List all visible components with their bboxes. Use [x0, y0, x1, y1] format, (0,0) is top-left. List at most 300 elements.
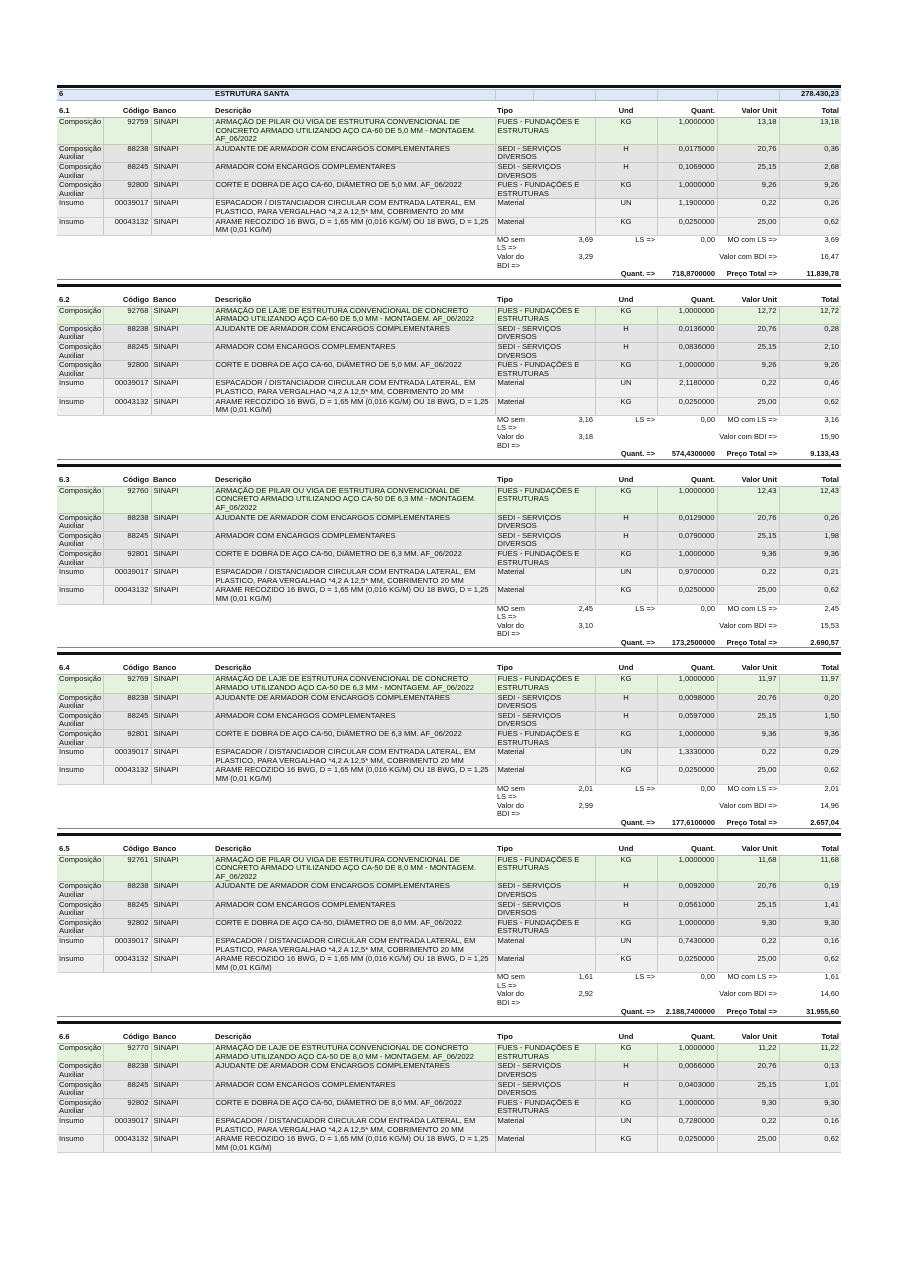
row-codigo: 00039017	[103, 1117, 151, 1135]
col-quant: Quant.	[657, 107, 717, 118]
table-row	[57, 675, 841, 693]
row-und: KG	[595, 118, 657, 145]
composition-separator	[57, 464, 841, 467]
row-quant: 1,0000000	[657, 181, 717, 199]
col-valor-unit: Valor Unit	[717, 1033, 779, 1044]
row-descricao: ARMADOR COM ENCARGOS COMPLEMENTARES	[213, 162, 495, 180]
row-descricao: ARMAÇÃO DE LAJE DE ESTRUTURA CONVENCIONAL DE CONCRETO ARMADO UTILIZANDO AÇO CA-50 DE 6,3 MM - MONTAGEM. AF_06/2022	[213, 675, 495, 693]
row-descricao: CORTE E DOBRA DE AÇO CA-50, DIÂMETRO DE 6,3 MM. AF_06/2022	[213, 549, 495, 567]
budget-sheet	[57, 85, 841, 1153]
row-quant: 0,0250000	[657, 1135, 717, 1153]
composition-table	[57, 845, 841, 1018]
row-descricao: AJUDANTE DE ARMADOR COM ENCARGOS COMPLEMENTARES	[213, 693, 495, 711]
ls-label: LS =>	[595, 604, 657, 622]
bdi-label: Valor do BDI =>	[495, 990, 533, 1007]
row-descricao: ARMADOR COM ENCARGOS COMPLEMENTARES	[213, 343, 495, 361]
row-codigo: 88245	[103, 1080, 151, 1098]
quant-total-value: 718,8700000	[657, 270, 717, 279]
mo-com-label: MO com LS =>	[717, 604, 779, 622]
row-banco: SINAPI	[151, 1044, 213, 1062]
row-tipo: FUES - FUNDAÇÕES E ESTRUTURAS	[495, 361, 595, 379]
row-tipo: FUES - FUNDAÇÕES E ESTRUTURAS	[495, 855, 595, 882]
row-und: KG	[595, 181, 657, 199]
row-total: 9,30	[779, 1098, 841, 1116]
mo-sem-label: MO sem LS =>	[495, 604, 533, 622]
row-quant: 0,0561000	[657, 900, 717, 918]
mo-sem-value: 2,01	[533, 784, 595, 802]
mo-com-label: MO com LS =>	[717, 973, 779, 991]
table-row	[57, 513, 841, 531]
column-header-row	[57, 296, 841, 307]
row-total: 9,36	[779, 730, 841, 748]
row-valor-unit: 25,00	[717, 586, 779, 604]
mo-sem-value: 2,45	[533, 604, 595, 622]
row-quant: 0,0403000	[657, 1080, 717, 1098]
row-und: UN	[595, 936, 657, 954]
preco-total-label: Preço Total =>	[717, 819, 779, 828]
bdi-row	[57, 433, 841, 450]
valor-com-bdi-label: Valor com BDI =>	[717, 802, 779, 819]
row-tipo: SEDI - SERVIÇOS DIVERSOS	[495, 513, 595, 531]
quant-label: Quant. =>	[595, 450, 657, 459]
row-tipo: Material	[495, 1117, 595, 1135]
row-valor-unit: 20,76	[717, 693, 779, 711]
composition-separator	[57, 833, 841, 836]
col-banco: Banco	[151, 296, 213, 307]
mo-com-value: 2,01	[779, 784, 841, 802]
row-banco: SINAPI	[151, 181, 213, 199]
mo-com-label: MO com LS =>	[717, 784, 779, 802]
col-tipo: Tipo	[495, 296, 595, 307]
bdi-value: 2,92	[533, 990, 595, 1007]
row-descricao: AJUDANTE DE ARMADOR COM ENCARGOS COMPLEMENTARES	[213, 513, 495, 531]
row-quant: 0,1069000	[657, 162, 717, 180]
row-valor-unit: 12,72	[717, 306, 779, 324]
row-descricao: ARAME RECOZIDO 16 BWG, D = 1,65 MM (0,016 KG/M) OU 18 BWG, D = 1,25 MM (0,01 KG/M)	[213, 397, 495, 415]
col-descricao: Descrição	[213, 845, 495, 856]
row-descricao: CORTE E DOBRA DE AÇO CA-50, DIÂMETRO DE 8,0 MM. AF_06/2022	[213, 1098, 495, 1116]
row-codigo: 92769	[103, 675, 151, 693]
row-tipo: SEDI - SERVIÇOS DIVERSOS	[495, 711, 595, 729]
row-total: 1,41	[779, 900, 841, 918]
row-valor-unit: 25,15	[717, 1080, 779, 1098]
preco-total-label: Preço Total =>	[717, 450, 779, 459]
ls-label: LS =>	[595, 784, 657, 802]
row-descricao: ARAME RECOZIDO 16 BWG, D = 1,65 MM (0,016 KG/M) OU 18 BWG, D = 1,25 MM (0,01 KG/M)	[213, 217, 495, 235]
row-type: Insumo	[57, 766, 103, 784]
row-descricao: ARAME RECOZIDO 16 BWG, D = 1,65 MM (0,016 KG/M) OU 18 BWG, D = 1,25 MM (0,01 KG/M)	[213, 586, 495, 604]
preco-total-value: 31.955,60	[779, 1008, 841, 1017]
row-codigo: 00043132	[103, 217, 151, 235]
row-valor-unit: 25,00	[717, 955, 779, 973]
col-total: Total	[779, 845, 841, 856]
row-tipo: Material	[495, 1135, 595, 1153]
preco-total-value: 11.839,78	[779, 270, 841, 279]
row-valor-unit: 11,97	[717, 675, 779, 693]
total-row	[57, 450, 841, 459]
row-und: H	[595, 1062, 657, 1080]
valor-com-bdi-value: 15,53	[779, 622, 841, 639]
row-codigo: 88238	[103, 324, 151, 342]
row-codigo: 00043132	[103, 955, 151, 973]
mo-sem-value: 3,69	[533, 235, 595, 253]
table-row	[57, 379, 841, 397]
col-quant: Quant.	[657, 296, 717, 307]
row-type: Composição Auxiliar	[59, 162, 102, 180]
row-total: 0,62	[779, 766, 841, 784]
row-total: 11,97	[779, 675, 841, 693]
row-total: 11,22	[779, 1044, 841, 1062]
row-total: 12,43	[779, 486, 841, 513]
row-quant: 1,0000000	[657, 675, 717, 693]
row-codigo: 00039017	[103, 748, 151, 766]
row-tipo: SEDI - SERVIÇOS DIVERSOS	[495, 882, 595, 900]
row-codigo: 00043132	[103, 1135, 151, 1153]
row-total: 0,21	[779, 568, 841, 586]
row-quant: 2,1180000	[657, 379, 717, 397]
compositions-list	[57, 101, 841, 1153]
bdi-label: Valor do BDI =>	[495, 622, 533, 639]
row-und: UN	[595, 748, 657, 766]
row-banco: SINAPI	[151, 766, 213, 784]
row-valor-unit: 9,30	[717, 1098, 779, 1116]
row-banco: SINAPI	[151, 675, 213, 693]
row-total: 9,36	[779, 549, 841, 567]
row-banco: SINAPI	[151, 343, 213, 361]
row-banco: SINAPI	[151, 513, 213, 531]
row-codigo: 00039017	[103, 379, 151, 397]
preco-total-label: Preço Total =>	[717, 639, 779, 648]
row-codigo: 92801	[103, 549, 151, 567]
row-total: 0,16	[779, 936, 841, 954]
row-tipo: FUES - FUNDAÇÕES E ESTRUTURAS	[495, 181, 595, 199]
row-banco: SINAPI	[151, 693, 213, 711]
row-banco: SINAPI	[151, 955, 213, 973]
row-quant: 1,3330000	[657, 748, 717, 766]
bdi-row	[57, 802, 841, 819]
row-total: 0,26	[779, 199, 841, 217]
valor-com-bdi-label: Valor com BDI =>	[717, 253, 779, 270]
row-codigo: 00043132	[103, 766, 151, 784]
row-banco: SINAPI	[151, 397, 213, 415]
item-number: 6.2	[57, 296, 103, 307]
row-valor-unit: 20,76	[717, 1062, 779, 1080]
row-tipo: FUES - FUNDAÇÕES E ESTRUTURAS	[495, 486, 595, 513]
row-codigo: 88238	[103, 513, 151, 531]
row-total: 13,18	[779, 118, 841, 145]
table-row	[57, 711, 841, 729]
row-tipo: SEDI - SERVIÇOS DIVERSOS	[495, 1080, 595, 1098]
row-und: H	[595, 531, 657, 549]
total-row	[57, 270, 841, 279]
row-total: 0,62	[779, 955, 841, 973]
col-und: Und	[595, 296, 657, 307]
row-total: 0,46	[779, 379, 841, 397]
col-und: Und	[595, 664, 657, 675]
mo-com-value: 2,45	[779, 604, 841, 622]
row-banco: SINAPI	[151, 1117, 213, 1135]
row-descricao: AJUDANTE DE ARMADOR COM ENCARGOS COMPLEMENTARES	[213, 882, 495, 900]
col-banco: Banco	[151, 1033, 213, 1044]
row-tipo: Material	[495, 397, 595, 415]
row-quant: 0,9700000	[657, 568, 717, 586]
row-codigo: 92768	[103, 306, 151, 324]
row-valor-unit: 0,22	[717, 199, 779, 217]
col-valor-unit: Valor Unit	[717, 107, 779, 118]
labor-row	[57, 784, 841, 802]
quant-label: Quant. =>	[595, 639, 657, 648]
row-banco: SINAPI	[151, 1062, 213, 1080]
table-row	[57, 181, 841, 199]
ls-value: 0,00	[657, 235, 717, 253]
row-type: Composição Auxiliar	[59, 549, 102, 567]
row-tipo: SEDI - SERVIÇOS DIVERSOS	[495, 1062, 595, 1080]
row-quant: 0,0098000	[657, 693, 717, 711]
col-valor-unit: Valor Unit	[717, 476, 779, 487]
quant-total-value: 173,2500000	[657, 639, 717, 648]
table-row	[57, 324, 841, 342]
row-und: H	[595, 900, 657, 918]
row-total: 0,26	[779, 513, 841, 531]
row-valor-unit: 25,00	[717, 766, 779, 784]
row-banco: SINAPI	[151, 748, 213, 766]
mo-com-label: MO com LS =>	[717, 235, 779, 253]
row-tipo: Material	[495, 586, 595, 604]
row-und: KG	[595, 397, 657, 415]
table-row	[57, 586, 841, 604]
row-valor-unit: 25,00	[717, 217, 779, 235]
section-total: 278.430,23	[779, 90, 841, 101]
row-type: Insumo	[57, 379, 103, 397]
table-row	[57, 936, 841, 954]
col-tipo: Tipo	[495, 664, 595, 675]
quant-total-value: 177,6100000	[657, 819, 717, 828]
row-descricao: ESPACADOR / DISTANCIADOR CIRCULAR COM ENTRADA LATERAL, EM PLASTICO, PARA VERGALHAO *4,2 A 12,5* MM, COBRIMENTO 20 MM	[213, 199, 495, 217]
table-row	[57, 882, 841, 900]
top-rule	[57, 85, 841, 88]
col-total: Total	[779, 107, 841, 118]
row-type: Composição Auxiliar	[59, 360, 102, 378]
row-banco: SINAPI	[151, 1135, 213, 1153]
row-descricao: AJUDANTE DE ARMADOR COM ENCARGOS COMPLEMENTARES	[213, 324, 495, 342]
row-banco: SINAPI	[151, 379, 213, 397]
col-total: Total	[779, 296, 841, 307]
row-quant: 0,0066000	[657, 1062, 717, 1080]
table-row	[57, 955, 841, 973]
section-code: 6	[57, 90, 103, 101]
col-tipo: Tipo	[495, 1033, 595, 1044]
bdi-row	[57, 622, 841, 639]
ls-value: 0,00	[657, 604, 717, 622]
row-quant: 1,0000000	[657, 1098, 717, 1116]
row-total: 12,72	[779, 306, 841, 324]
bdi-label: Valor do BDI =>	[495, 253, 533, 270]
row-type: Composição Auxiliar	[59, 1061, 102, 1080]
row-codigo: 92770	[103, 1044, 151, 1062]
row-codigo: 92800	[103, 361, 151, 379]
row-quant: 1,0000000	[657, 361, 717, 379]
row-valor-unit: 20,76	[717, 144, 779, 162]
row-banco: SINAPI	[151, 568, 213, 586]
row-quant: 0,0250000	[657, 397, 717, 415]
row-codigo: 88245	[103, 531, 151, 549]
row-und: UN	[595, 379, 657, 397]
row-und: KG	[595, 586, 657, 604]
labor-row	[57, 235, 841, 253]
section-header-row	[57, 90, 841, 101]
quant-label: Quant. =>	[595, 819, 657, 828]
row-und: H	[595, 343, 657, 361]
row-codigo: 92800	[103, 181, 151, 199]
row-quant: 1,0000000	[657, 855, 717, 882]
col-valor-unit: Valor Unit	[717, 845, 779, 856]
row-valor-unit: 0,22	[717, 936, 779, 954]
row-total: 9,30	[779, 918, 841, 936]
row-tipo: FUES - FUNDAÇÕES E ESTRUTURAS	[495, 1044, 595, 1062]
row-quant: 0,0250000	[657, 586, 717, 604]
row-total: 0,62	[779, 397, 841, 415]
mo-com-value: 3,16	[779, 415, 841, 433]
row-quant: 1,0000000	[657, 118, 717, 145]
table-row	[57, 730, 841, 748]
row-quant: 0,0597000	[657, 711, 717, 729]
row-valor-unit: 9,26	[717, 361, 779, 379]
mo-sem-value: 3,16	[533, 415, 595, 433]
row-tipo: Material	[495, 568, 595, 586]
row-banco: SINAPI	[151, 162, 213, 180]
mo-sem-label: MO sem LS =>	[495, 973, 533, 991]
row-quant: 1,0000000	[657, 549, 717, 567]
row-type: Composição Auxiliar	[59, 1098, 102, 1116]
ls-label: LS =>	[595, 415, 657, 433]
row-valor-unit: 13,18	[717, 118, 779, 145]
col-codigo: Código	[103, 845, 151, 856]
row-tipo: SEDI - SERVIÇOS DIVERSOS	[495, 531, 595, 549]
row-type: Insumo	[57, 955, 103, 973]
row-valor-unit: 9,36	[717, 730, 779, 748]
row-total: 2,10	[779, 343, 841, 361]
row-descricao: AJUDANTE DE ARMADOR COM ENCARGOS COMPLEMENTARES	[213, 144, 495, 162]
row-tipo: Material	[495, 217, 595, 235]
ls-label: LS =>	[595, 235, 657, 253]
row-descricao: ARAME RECOZIDO 16 BWG, D = 1,65 MM (0,016 KG/M) OU 18 BWG, D = 1,25 MM (0,01 KG/M)	[213, 955, 495, 973]
row-quant: 0,0790000	[657, 531, 717, 549]
column-header-row	[57, 845, 841, 856]
quant-label: Quant. =>	[595, 1008, 657, 1017]
row-descricao: ARMADOR COM ENCARGOS COMPLEMENTARES	[213, 900, 495, 918]
row-banco: SINAPI	[151, 586, 213, 604]
column-header-row	[57, 1033, 841, 1044]
row-descricao: ARMADOR COM ENCARGOS COMPLEMENTARES	[213, 1080, 495, 1098]
col-und: Und	[595, 476, 657, 487]
col-descricao: Descrição	[213, 664, 495, 675]
bdi-row	[57, 253, 841, 270]
row-codigo: 88238	[103, 693, 151, 711]
col-und: Und	[595, 845, 657, 856]
row-quant: 0,0136000	[657, 324, 717, 342]
row-codigo: 88245	[103, 343, 151, 361]
row-quant: 1,0000000	[657, 918, 717, 936]
composition-separator	[57, 1021, 841, 1024]
col-tipo: Tipo	[495, 476, 595, 487]
table-row	[57, 900, 841, 918]
row-type: Composição Auxiliar	[59, 342, 102, 360]
bdi-row	[57, 990, 841, 1007]
row-tipo: Material	[495, 936, 595, 954]
row-und: KG	[595, 1044, 657, 1062]
row-quant: 0,0836000	[657, 343, 717, 361]
table-row	[57, 361, 841, 379]
row-total: 0,36	[779, 144, 841, 162]
row-codigo: 92802	[103, 918, 151, 936]
row-valor-unit: 25,00	[717, 397, 779, 415]
col-valor-unit: Valor Unit	[717, 664, 779, 675]
item-number: 6.4	[57, 664, 103, 675]
row-total: 0,29	[779, 748, 841, 766]
row-total: 0,20	[779, 693, 841, 711]
row-quant: 0,7280000	[657, 1117, 717, 1135]
row-type: Insumo	[57, 397, 103, 415]
col-descricao: Descrição	[213, 107, 495, 118]
row-total: 0,16	[779, 1117, 841, 1135]
col-quant: Quant.	[657, 476, 717, 487]
row-type: Composição Auxiliar	[59, 711, 102, 729]
quant-total-value: 574,4300000	[657, 450, 717, 459]
valor-com-bdi-value: 15,90	[779, 433, 841, 450]
row-quant: 1,1900000	[657, 199, 717, 217]
preco-total-label: Preço Total =>	[717, 1008, 779, 1017]
column-header-row	[57, 476, 841, 487]
row-und: UN	[595, 1117, 657, 1135]
row-codigo: 88245	[103, 711, 151, 729]
row-quant: 1,0000000	[657, 1044, 717, 1062]
row-valor-unit: 0,22	[717, 568, 779, 586]
row-und: KG	[595, 675, 657, 693]
row-quant: 0,0129000	[657, 513, 717, 531]
row-valor-unit: 9,30	[717, 918, 779, 936]
row-codigo: 88245	[103, 900, 151, 918]
row-tipo: SEDI - SERVIÇOS DIVERSOS	[495, 693, 595, 711]
row-total: 0,62	[779, 217, 841, 235]
table-row	[57, 549, 841, 567]
col-descricao: Descrição	[213, 476, 495, 487]
row-type: Insumo	[57, 217, 103, 235]
row-banco: SINAPI	[151, 531, 213, 549]
composition-table	[57, 296, 841, 460]
row-und: KG	[595, 217, 657, 235]
column-header-row	[57, 664, 841, 675]
row-type: Composição	[57, 1044, 103, 1062]
row-valor-unit: 25,15	[717, 900, 779, 918]
table-row	[57, 306, 841, 324]
section-title: ESTRUTURA SANTA	[213, 90, 495, 101]
row-tipo: Material	[495, 766, 595, 784]
mo-sem-label: MO sem LS =>	[495, 415, 533, 433]
mo-sem-label: MO sem LS =>	[495, 784, 533, 802]
row-und: KG	[595, 730, 657, 748]
row-banco: SINAPI	[151, 882, 213, 900]
row-descricao: ARMADOR COM ENCARGOS COMPLEMENTARES	[213, 711, 495, 729]
row-banco: SINAPI	[151, 855, 213, 882]
row-codigo: 00039017	[103, 199, 151, 217]
row-tipo: SEDI - SERVIÇOS DIVERSOS	[495, 324, 595, 342]
row-quant: 0,0250000	[657, 766, 717, 784]
row-und: KG	[595, 486, 657, 513]
bdi-value: 3,10	[533, 622, 595, 639]
row-total: 0,62	[779, 1135, 841, 1153]
row-und: H	[595, 162, 657, 180]
row-descricao: ARMAÇÃO DE LAJE DE ESTRUTURA CONVENCIONAL DE CONCRETO ARMADO UTILIZANDO AÇO CA-50 DE 8,0 MM - MONTAGEM. AF_06/2022	[213, 1044, 495, 1062]
